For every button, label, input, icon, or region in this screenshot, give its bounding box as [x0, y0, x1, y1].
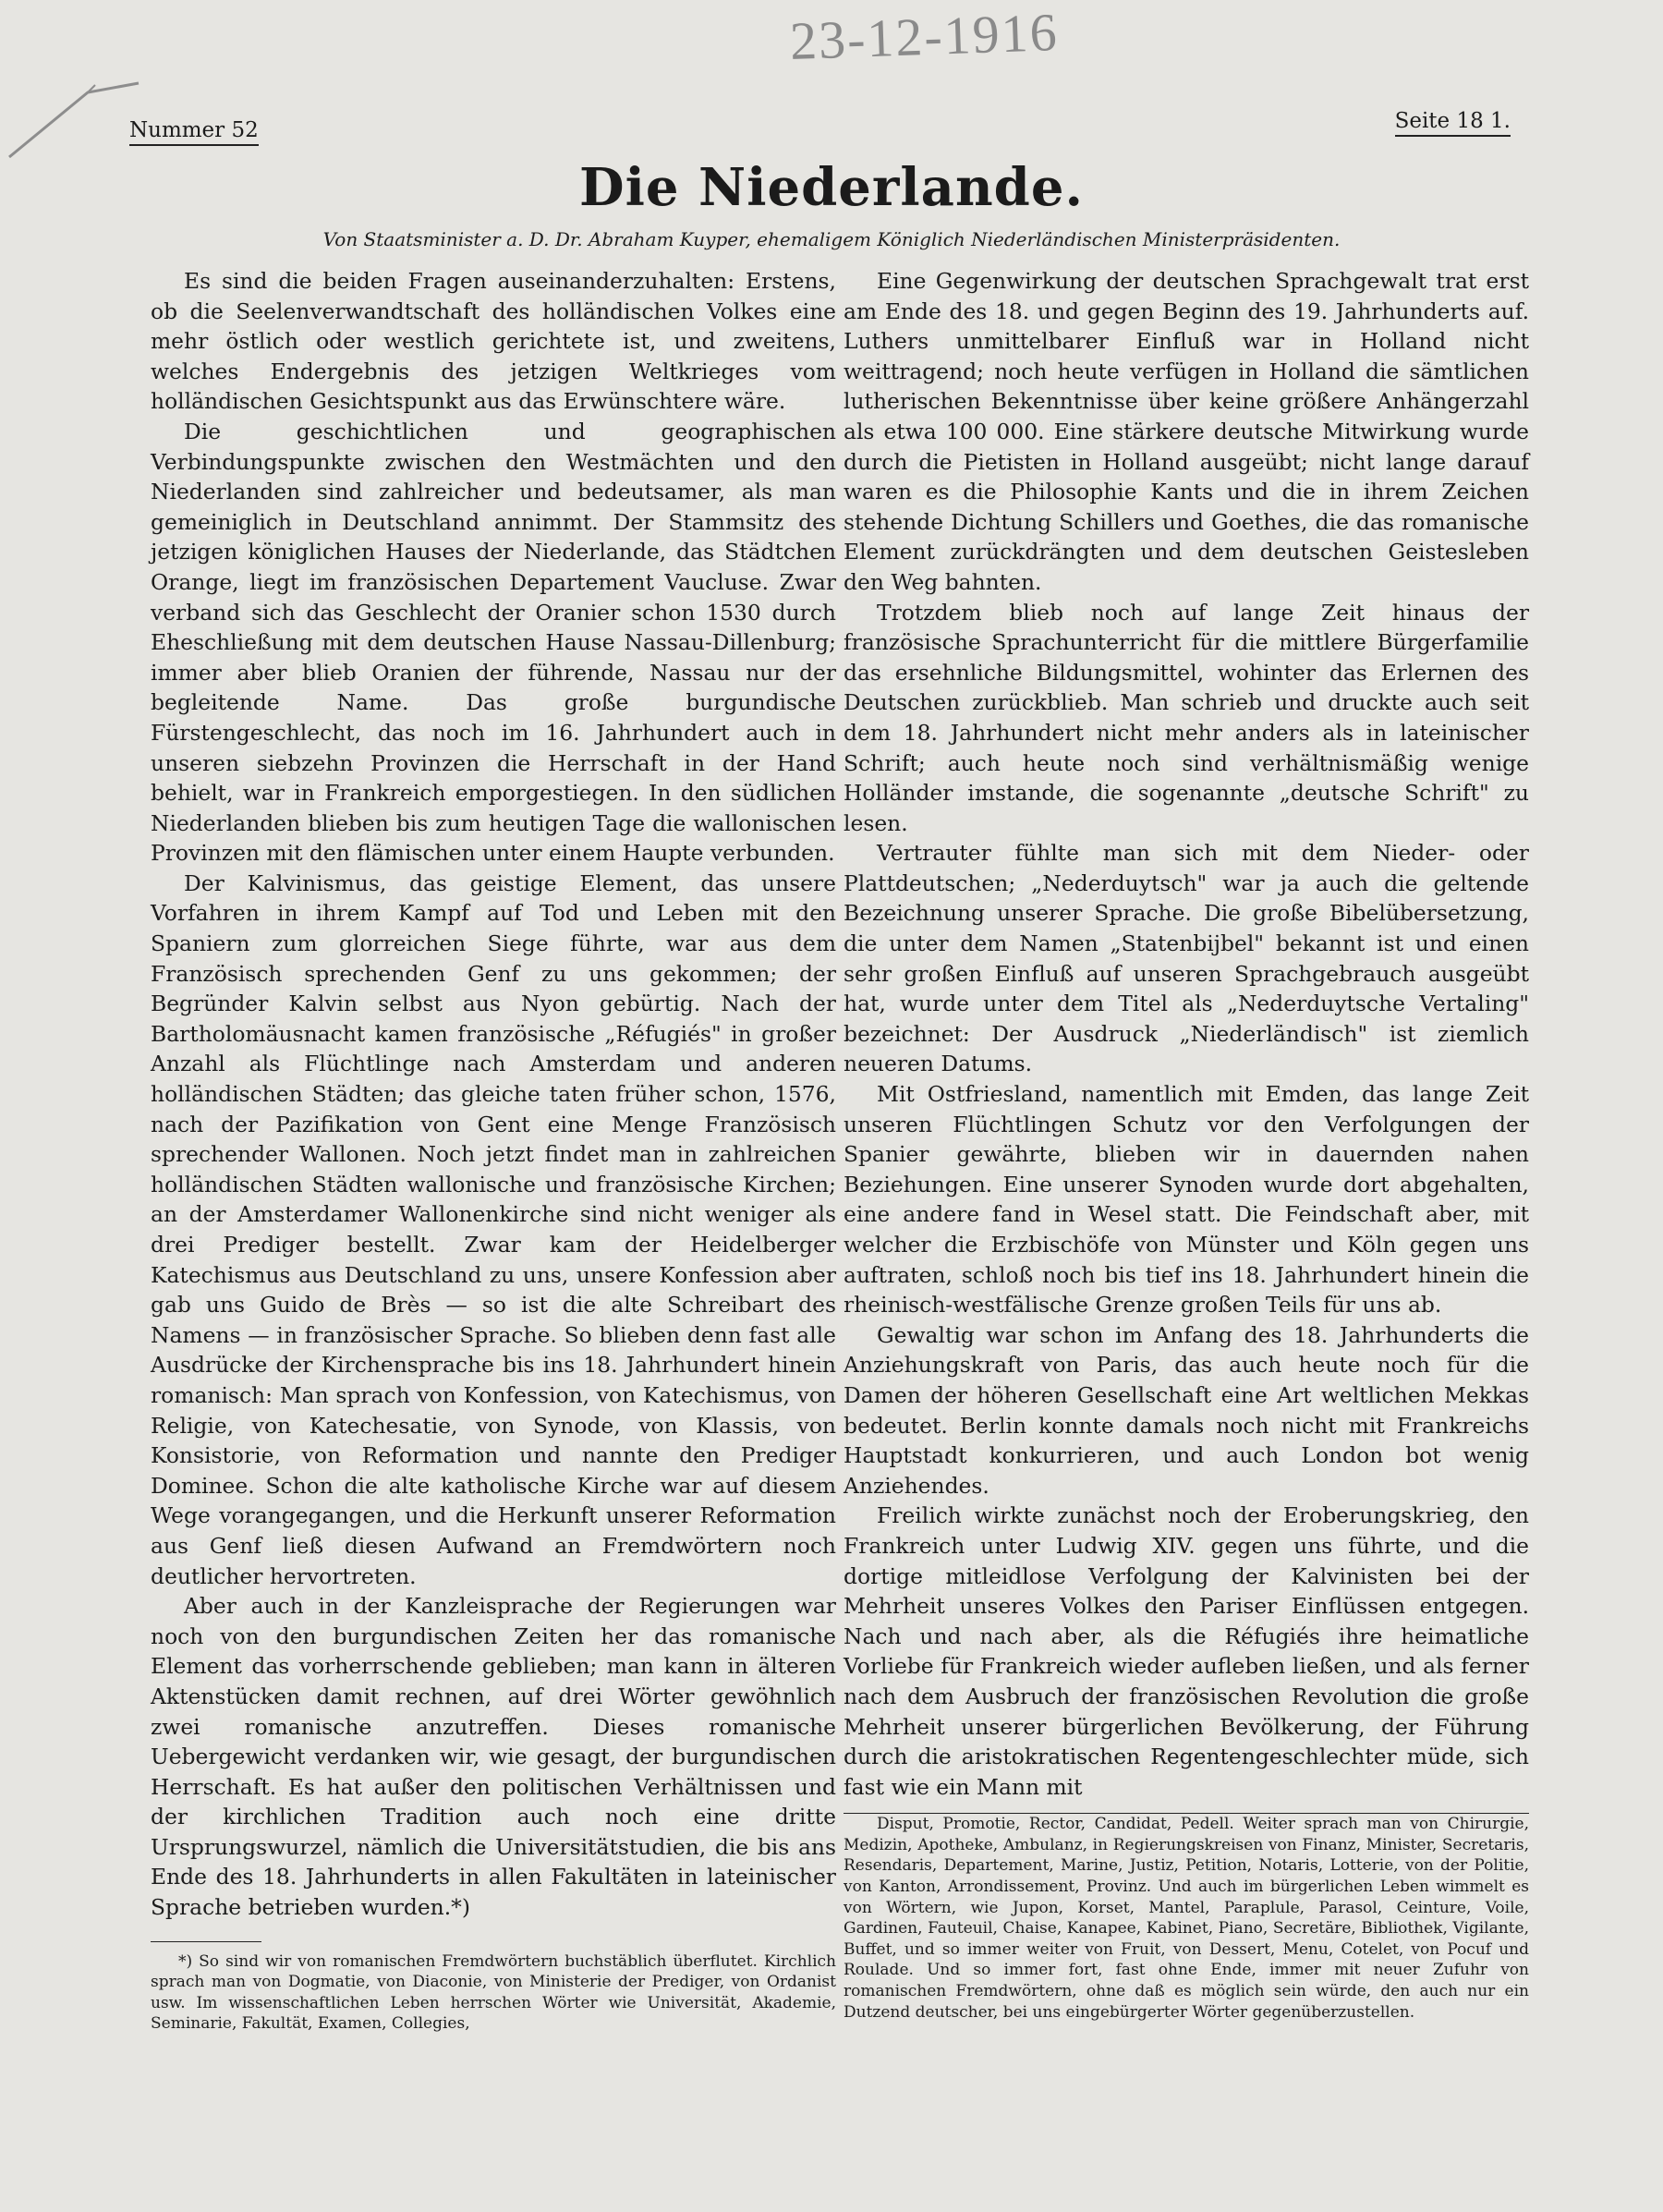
paragraph: Es sind die beiden Fragen auseinanderzuhalten: Erstens, ob die Seelenverwandtschaft des holländischen Volkes eine mehr östlich oder westlich gerichtete ist, und zweitens, welches Endergebnis des jetzigen Weltkrieges vom holländischen Gesichtspunkt aus das Erwünschtere wäre.	[151, 268, 836, 415]
paragraph: Der Kalvinismus, das geistige Element, das unsere Vorfahren in ihrem Kampf auf Tod und Leben mit den Spaniern zum glorreichen Siege führte, war aus dem Französisch sprechenden Genf zu uns gekommen; der Begründer Kalvin selbst aus Nyon gebürtig. Nach der Bartholomäusnacht kamen französische „Réfugiés" in großer Anzahl als Flüchtlinge nach Amsterdam und anderen holländischen Städten; das gleiche taten früher schon, 1576, nach der Pazifikation von Gent eine Menge Französisch sprechender Wallonen. Noch jetzt findet man in zahlreichen holländischen Städten wallonische und französische Kirchen; an der Amsterdamer Wallonenkirche sind nicht weniger als drei Prediger bestellt. Zwar kam der Heidelberger Katechismus aus Deutschland zu uns, unsere Konfession aber gab uns Guido de Brès — so ist die alte Schreibart des Namens — in französischer Sprache. So blieben denn fast alle Ausdrücke der Kirchensprache bis ins 18. Jahrhundert hinein romanisch: Man sprach von Konfession, von Katechismus, von Religie, von Katechesatie, von Synode, von Klassis, von Konsistorie, von Reformation und nannte den Prediger Dominee. Schon die alte katholische Kirche war auf diesem Wege vorangegangen, und die Herkunft unserer Reformation aus Genf ließ diesen Aufwand an Fremdwörtern noch deutlicher hervortreten.	[151, 869, 836, 1589]
paragraph: Gewaltig war schon im Anfang des 18. Jahrhunderts die Anziehungskraft von Paris, das auch heute noch für die Damen der höheren Gesellschaft eine Art weltlichen Mekkas bedeutet. Berlin konnte damals noch nicht mit Frankreichs Hauptstadt konkurrieren, und auch London bot wenig Anziehendes.	[844, 1321, 1529, 1499]
paragraph: Freilich wirkte zunächst noch der Eroberungskrieg, den Frankreich unter Ludwig XIV. gegen uns führte, und die dortige mitleidlose Verfolgung der Kalvinisten bei der Mehrheit unseres Volkes den Pariser Einflüssen entgegen. Nach und nach aber, als die Réfugiés ihre heimatliche Vorliebe für Frankreich wieder aufleben ließen, und als ferner nach dem Ausbruch der französischen Revolution die große Mehrheit unserer bürgerlichen Bevölkerung, der Führung durch die aristokratischen Regentengeschlechter müde, sich fast wie ein Mann mit	[844, 1502, 1529, 1800]
article-title: Die Niederlande.	[579, 157, 1084, 218]
footnote-continued: Disput, Promotie, Rector, Candidat, Pedell. Weiter sprach man von Chirurgie, Medizin, Apotheke, Ambulanz, in Regierungskreisen von Finanz, Minister, Secretaris, Resendaris, Departement, Marine, Justiz, Petition, Notaris, Lotterie, von der Politie, von Kanton, Arrondissement, Provinz. Und auch im bürgerlichen Leben wimmelt es von Wörtern, wie Jupon, Korset, Mantel, Paraplule, Parasol, Ceinture, Voile, Gardinen, Fauteuil, Chaise, Kanapee, Kabinet, Piano, Secretäre, Bibliothek, Vigilante, Buffet, und so immer weiter von Fruit, von Dessert, Menu, Cotelet, von Pocuf und Roulade. Und so immer fort, fast ohne Ende, immer mit neuer Zufuhr von romanischen Fremdwörtern, ohne daß es möglich sein würde, den auch nur ein Dutzend deutscher, bei uns eingebürgerter Wörter gegenüberzustellen.	[844, 1815, 1529, 2022]
paragraph: Mit Ostfriesland, namentlich mit Emden, das lange Zeit unseren Flüchtlingen Schutz vor den Verfolgungen der Spanier gewährte, blieben wir in dauernden nahen Beziehungen. Eine unserer Synoden wurde dort abgehalten, eine andere fand in Wesel statt. Die Feindschaft aber, mit welcher die Erzbischöfe von Münster und Köln gegen uns auftraten, schloß noch bis tief ins 18. Jahrhundert hinein die rheinisch-westfälische Grenze großen Teils für uns ab.	[844, 1081, 1529, 1319]
footnote-divider	[151, 1941, 261, 1942]
paragraph: Aber auch in der Kanzleisprache der Regierungen war noch von den burgundischen Zeiten her das romanische Element das vorherrschende geblieben; man kann in älteren Aktenstücken damit rechnen, auf drei Wörter gewöhnlich zwei romanische anzutreffen. Dieses romanische Uebergewicht verdanken wir, wie gesagt, der burgundischen Herrschaft. Es hat außer den politischen Verhältnissen und der kirchlichen Tradition auch noch eine dritte Ursprungswurzel, nämlich die Universitätstudien, die bis ans Ende des 18. Jahrhunderts in allen Fakultäten in lateinischer Sprache betrieben wurden.*)	[151, 1593, 836, 1921]
left-column	[151, 266, 836, 2035]
paragraph: Vertrauter fühlte man sich mit dem Nieder- oder Plattdeutschen; „Nederduytsch" war ja auch die geltende Bezeichnung unserer Sprache. Die große Bibelübersetzung, die unter dem Namen „Statenbijbel" bekannt ist und einen sehr großen Einfluß auf unseren Sprachgebrauch ausgeübt hat, wurde unter dem Titel als „Nederduytsche Vertaling" bezeichnet: Der Ausdruck „Niederländisch" ist ziemlich neueren Datums.	[844, 840, 1529, 1077]
paragraph: Trotzdem blieb noch auf lange Zeit hinaus der französische Sprachunterricht für die mittlere Bürgerfamilie das ersehnliche Bildungsmittel, wohinter das Erlernen des Deutschen zurückblieb. Man schrieb und druckte auch seit dem 18. Jahrhundert nicht mehr anders als in lateinischer Schrift; auch heute noch sind verhältnismäßig wenige Holländer imstande, die sogenannte „deutsche Schrift" zu lesen.	[844, 599, 1529, 836]
right-column	[844, 266, 1529, 2023]
article-byline: Von Staatsminister a. D. Dr. Abraham Kuyper, ehemaligem Königlich Niederländischen Ministerpräsidenten.	[322, 228, 1341, 250]
handwritten-date: 23-12-1916	[788, 1, 1060, 72]
paragraph: Eine Gegenwirkung der deutschen Sprachgewalt trat erst am Ende des 18. und gegen Beginn des 19. Jahrhunderts auf. Luthers unmittelbarer Einfluß war in Holland nicht weittragend; noch heute verfügen in Holland die sämtlichen lutherischen Bekenntnisse über keine größere Anhängerzahl als etwa 100 000. Eine stärkere deutsche Mitwirkung wurde durch die Pietisten in Holland ausgeübt; nicht lange darauf waren es die Philosophie Kants und die in ihrem Zeichen stehende Dichtung Schillers und Goethes, die das romanische Element zurückdrängten und dem deutschen Geistesleben den Weg bahnten.	[844, 268, 1529, 595]
paragraph: Die geschichtlichen und geographischen Verbindungspunkte zwischen den Westmächten und den Niederlanden sind zahlreicher und bedeutsamer, als man gemeiniglich in Deutschland annimmt. Der Stammsitz des jetzigen königlichen Hauses der Niederlande, das Städtchen Orange, liegt im französischen Departement Vaucluse. Zwar verband sich das Geschlecht der Oranier schon 1530 durch Eheschließung mit dem deutschen Hause Nassau-Dillenburg; immer aber blieb Oranien der führende, Nassau nur der begleitende Name. Das große burgundische Fürstengeschlecht, das noch im 16. Jahrhundert auch in unseren siebzehn Provinzen die Herrschaft in der Hand behielt, war in Frankreich emporgestiegen. In den südlichen Niederlanden blieben bis zum heutigen Tage die wallonischen Provinzen mit den flämischen unter einem Haupte verbunden.	[151, 418, 836, 867]
issue-number: Nummer 52	[129, 118, 259, 146]
page-number: Seite 18 1.	[1395, 109, 1511, 137]
footnote: *) So sind wir von romanischen Fremdwörtern buchstäblich überflutet. Kirchlich sprach man von Dogmatie, von Diaconie, von Ministerie der Prediger, von Ordanist usw. Im wissenschaftlichen Leben herrschen Wörter wie Universität, Akademie, Seminarie, Fakultät, Examen, Collegies,	[151, 1951, 836, 2034]
